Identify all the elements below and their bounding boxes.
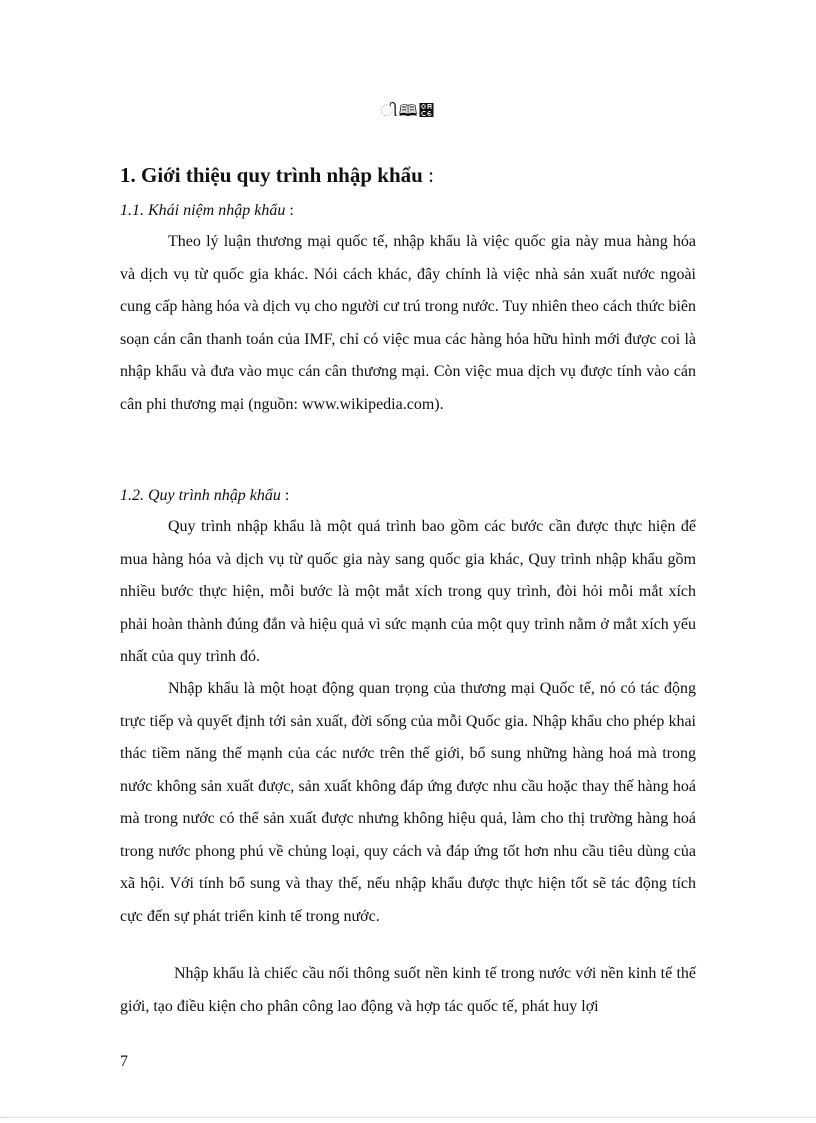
ornament-divider: ી🕮૆ — [380, 103, 436, 120]
subsection-heading-1-1 — [120, 201, 294, 221]
subsection-heading-1-2 — [120, 486, 289, 506]
subsection-title: 1.1. Khái niệm nhập khẩu — [120, 202, 286, 219]
section-heading — [120, 162, 434, 188]
paragraph: Theo lý luận thương mại quốc tế, nhập khẩu là việc quốc gia này mua hàng hóa và dịch vụ từ quốc gia khác. Nói cách khác, đây chính là việc nhà sản xuất nước ngoài cung cấp hàng hóa và dịch vụ cho người cư trú trong nước. Tuy nhiên theo cách thức biên soạn cán cân thanh toán của IMF, chỉ có việc mua các hàng hóa hữu hình mới được coi là nhập khẩu và đưa vào mục cán cân thương mại. Còn việc mua dịch vụ được tính vào cán cân phi thương mại (nguồn: www.wikipedia.com). — [120, 233, 696, 413]
page-bottom-divider — [0, 1117, 816, 1118]
subsection-colon: : — [284, 487, 290, 504]
subsection-colon: : — [289, 202, 294, 219]
section-heading-colon: : — [428, 163, 434, 187]
subsection-title: 1.2. Quy trình nhập khẩu — [120, 487, 281, 504]
page-number: 7 — [120, 1053, 128, 1070]
paragraph: Quy trình nhập khẩu là một quá trình bao gồm các bước cần được thực hiện để mua hàng hóa và dịch vụ từ quốc gia này sang quốc gia khác, Quy trình nhập khẩu gồm nhiều bước thực hiện, mỗi bước là một mắt xích trong quy trình, đòi hỏi mỗi mắt xích phải hoàn thành đúng đắn và hiệu quả vì sức mạnh của một quy trình nằm ở mắt xích yếu nhất của quy trình đó. — [120, 518, 696, 665]
paragraph: Nhập khẩu là một hoạt động quan trọng của thương mại Quốc tế, nó có tác động trực tiếp và quyết định tới sản xuất, đời sống của mỗi Quốc gia. Nhập khẩu cho phép khai thác tiềm năng thế mạnh của các nước trên thế giới, bổ sung những hàng hoá mà trong nước không sản xuất được, sản xuất không đáp ứng được nhu cầu hoặc thay thế hàng hoá mà trong nước có thể sản xuất được nhưng không hiệu quả, làm cho thị trường hàng hoá trong nước phong phú về chủng loại, quy cách và đáp ứng tốt hơn nhu cầu tiêu dùng của xã hội. Với tính bổ sung và thay thế, nếu nhập khẩu được thực hiện tốt sẽ tác động tích cực đến sự phát triển kinh tế trong nước. — [120, 680, 696, 925]
section-heading-text: 1. Giới thiệu quy trình nhập khẩu — [120, 163, 423, 187]
paragraph: Nhập khẩu là chiếc cầu nối thông suốt nền kinh tế trong nước với nền kinh tế thế giới, tạo điều kiện cho phân công lao động và hợp tác quốc tế, phát huy lợi — [120, 965, 696, 1015]
